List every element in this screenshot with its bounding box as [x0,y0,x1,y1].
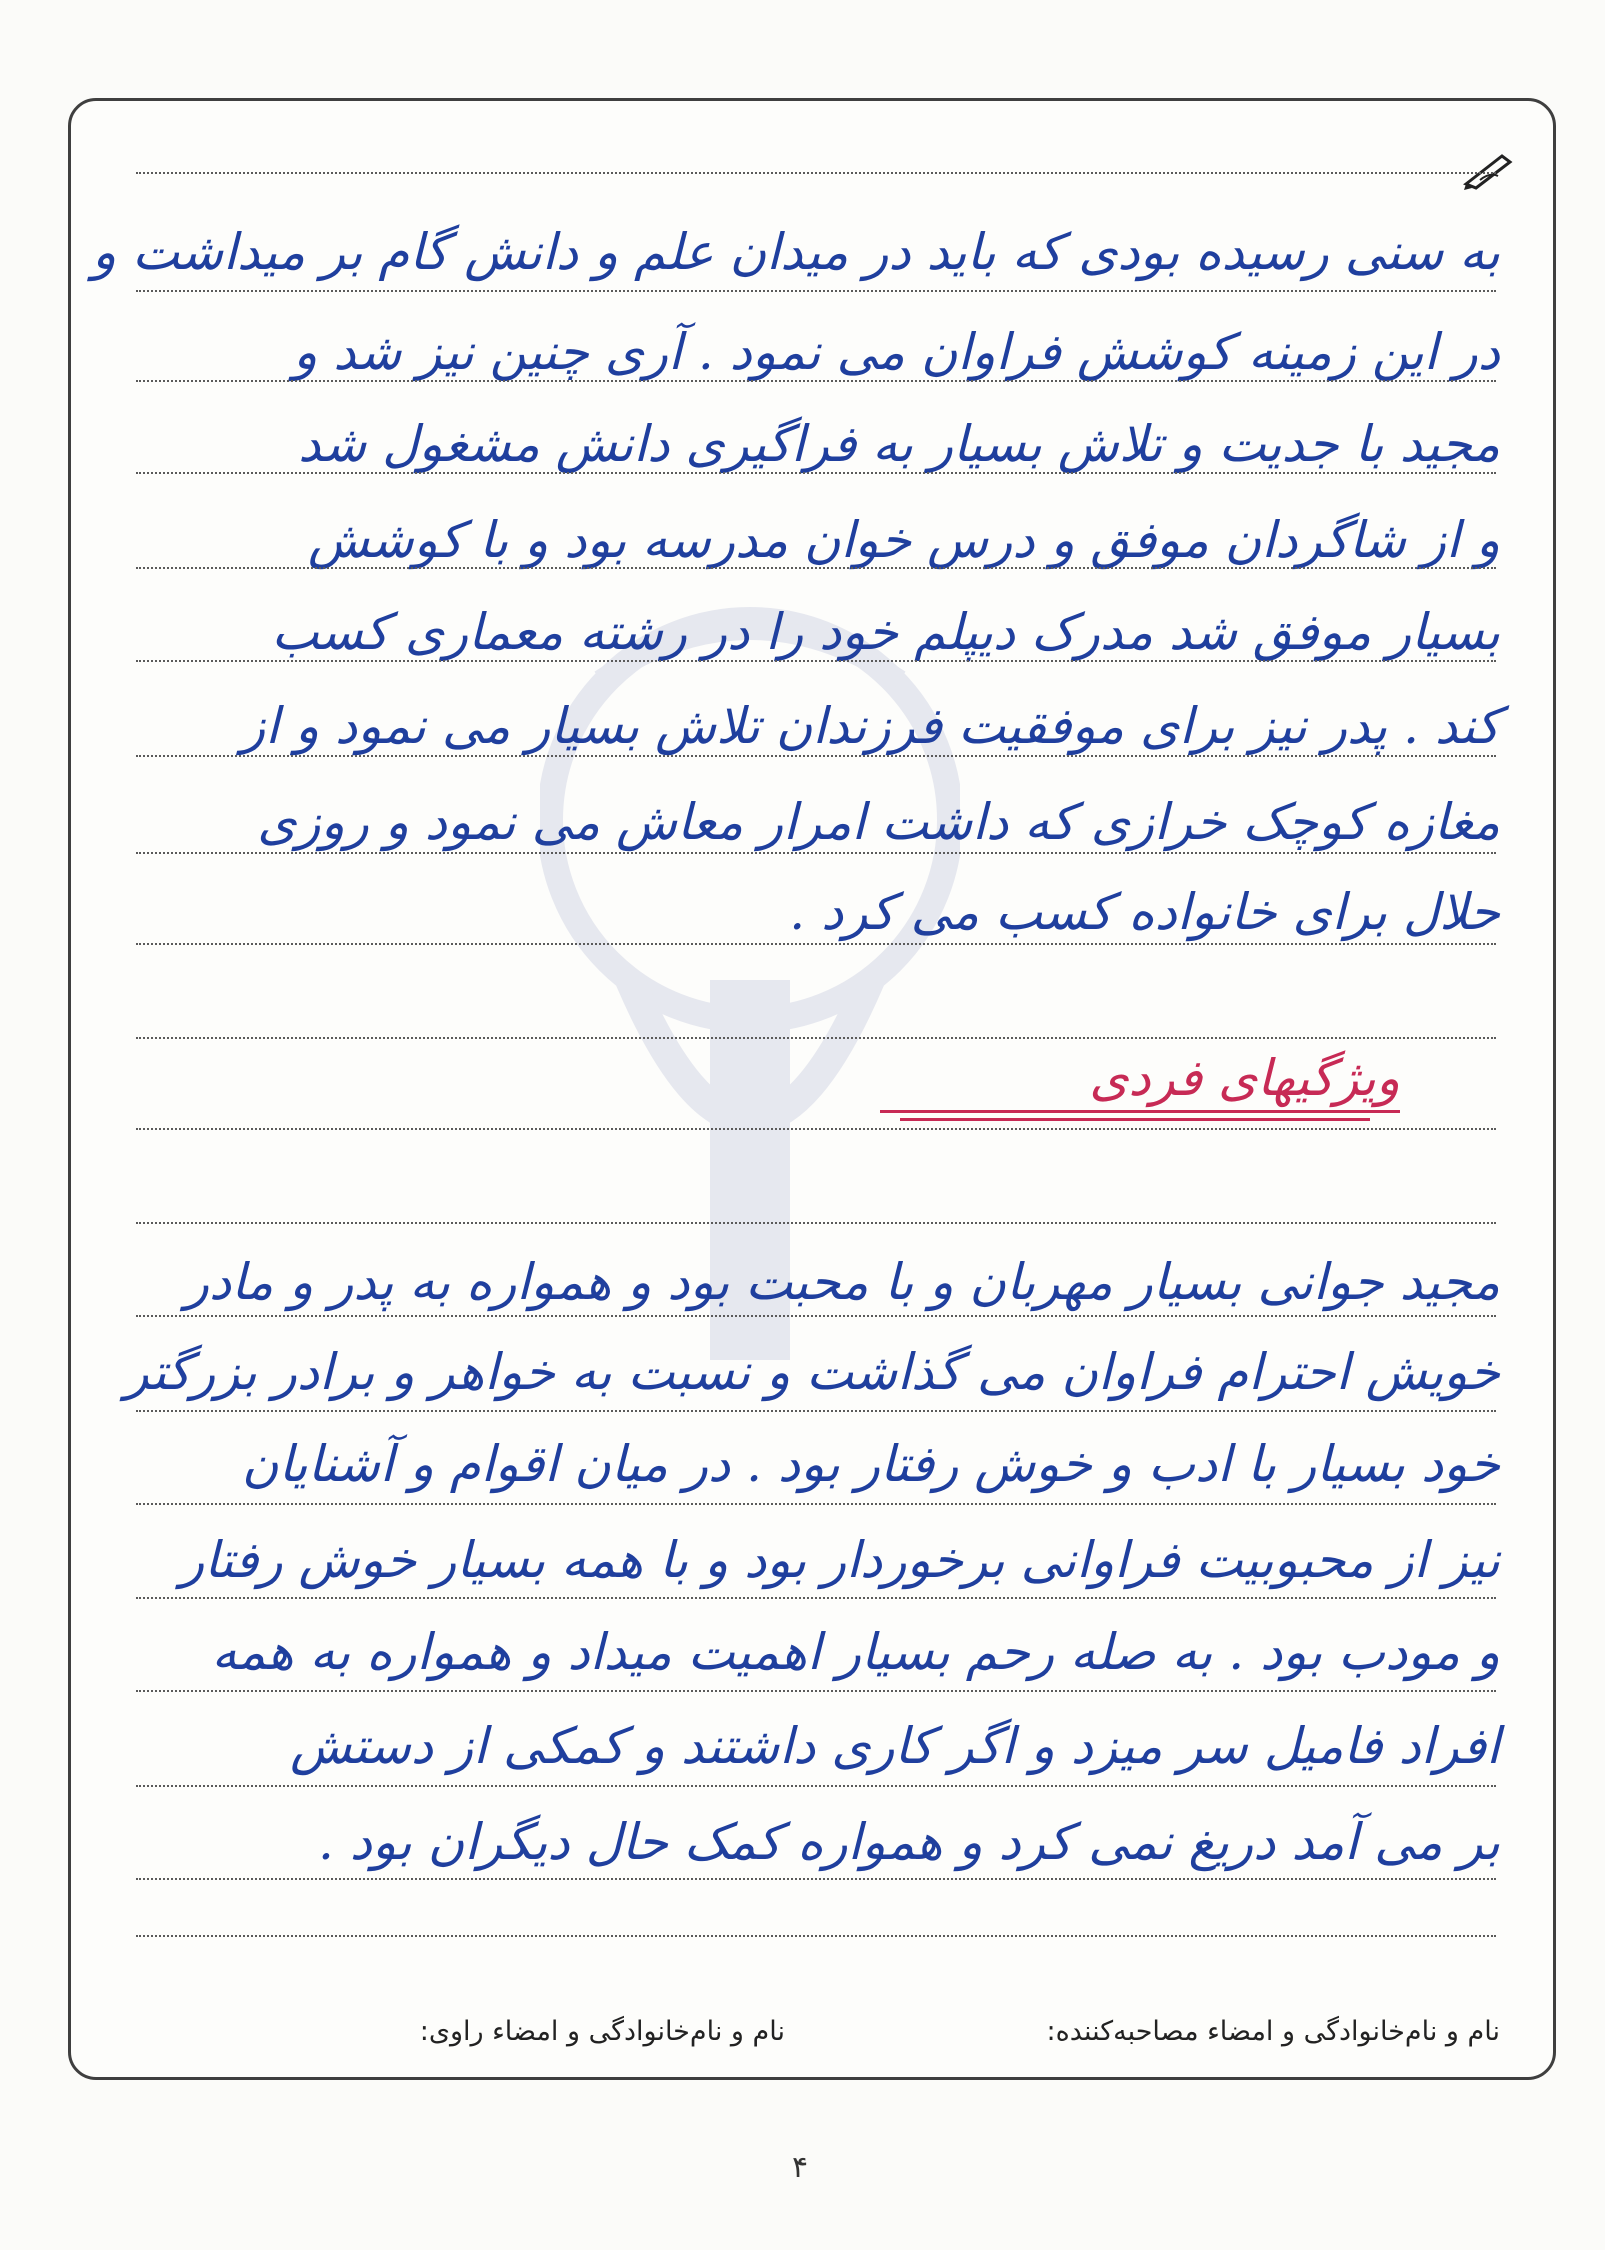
ruled-line [136,943,1496,945]
handwritten-line: افراد فامیل سر میزد و اگر کاری داشتند و کمکی از دستش [290,1717,1500,1775]
ruled-line [136,852,1496,854]
handwritten-line: مجید با جدیت و تلاش بسیار به فراگیری دانش مشغول شد [298,415,1500,473]
handwritten-line: نیز از محبوبیت فراوانی برخوردار بود و با همه بسیار خوش رفتار [180,1531,1500,1589]
ruled-line [136,472,1496,474]
ruled-line [136,1315,1496,1317]
ruled-line [136,567,1496,569]
ruled-line [136,1037,1496,1039]
ruled-line [136,172,1496,174]
ruled-line [136,1503,1496,1505]
ruled-line [136,1410,1496,1412]
ruled-line [136,1878,1496,1880]
handwritten-line: مجید جوانی بسیار مهربان و با محبت بود و همواره به پدر و مادر [184,1253,1500,1311]
handwritten-line: بر می آمد دریغ نمی کرد و همواره کمک حال دیگران بود . [317,1813,1500,1871]
heading-underline [880,1110,1400,1113]
ruled-line [136,1597,1496,1599]
ruled-line [136,1128,1496,1130]
handwritten-line: مغازه کوچک خرازی که داشت امرار معاش می نمود و روزی [257,793,1500,851]
handwritten-line: و از شاگردان موفق و درس خوان مدرسه بود و با کوشش [307,511,1500,569]
ruled-line [136,290,1496,292]
page-number: ۴ [791,2150,809,2185]
handwritten-line: خود بسیار با ادب و خوش رفتار بود . در میان اقوام و آشنایان [241,1435,1500,1493]
handwritten-line: و مودب بود . به صله رحم بسیار اهمیت میداد و همواره به همه [211,1623,1500,1681]
ruled-line [136,1935,1496,1937]
ruled-line [136,380,1496,382]
heading-underline-2 [900,1118,1370,1121]
handwritten-line: خویش احترام فراوان می گذاشت و نسبت به خواهر و برادر بزرگتر [124,1343,1500,1401]
handwritten-line: به سنی رسیده بودی که باید در میدان علم و دانش گام بر میداشت و [92,223,1500,281]
ruled-line [136,660,1496,662]
section-heading: ویژگیهای فردی [1089,1049,1400,1107]
narrator-label: نام و نام‌خانوادگی و امضاء راوی: [419,2016,785,2047]
pen-icon [1462,150,1516,190]
ruled-line [136,755,1496,757]
interviewer-label: نام و نام‌خانوادگی و امضاء مصاحبه‌کننده: [1046,2016,1500,2047]
handwritten-line: در این زمینه کوشش فراوان می نمود . آری چنین نیز شد و [293,323,1500,381]
handwritten-line: بسیار موفق شد مدرک دیپلم خود را در رشته معماری کسب [271,603,1500,661]
handwritten-line: حلال برای خانواده کسب می کرد . [789,883,1500,941]
ruled-line [136,1690,1496,1692]
handwritten-line: کند . پدر نیز برای موفقیت فرزندان تلاش بسیار می نمود و از [241,697,1500,755]
ruled-line [136,1222,1496,1224]
ruled-line [136,1785,1496,1787]
